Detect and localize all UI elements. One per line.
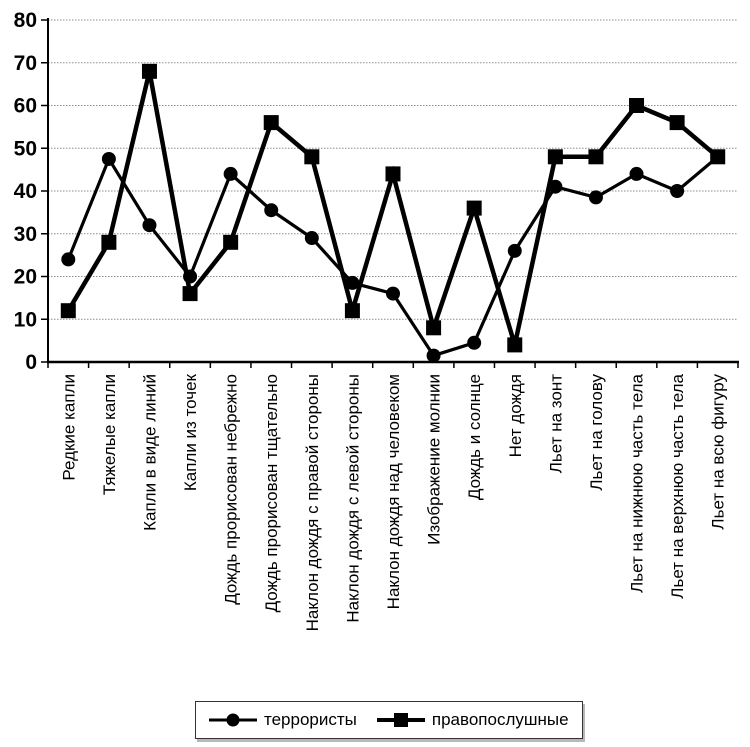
data-point-правопослушные-10	[467, 201, 482, 216]
data-point-террористы-6	[305, 231, 319, 245]
data-point-правопослушные-14	[629, 98, 644, 113]
x-axis-label-16: Льет на всю фигуру	[708, 374, 728, 530]
data-point-правопослушные-5	[264, 115, 279, 130]
x-axis-label-11: Нет дождя	[505, 374, 525, 458]
data-point-правопослушные-16	[710, 149, 725, 164]
data-point-террористы-11	[508, 244, 522, 258]
y-axis-label-10: 10	[13, 308, 37, 332]
y-axis-label-70: 70	[13, 51, 37, 75]
data-point-террористы-1	[102, 152, 116, 166]
data-point-террористы-10	[467, 336, 481, 350]
data-point-террористы-9	[427, 349, 441, 363]
x-axis-label-9: Изображение молнии	[424, 374, 444, 545]
circle-series-marker-icon	[209, 712, 257, 728]
data-point-террористы-4	[224, 167, 238, 181]
x-axis-label-3: Капли из точек	[181, 374, 201, 492]
x-axis-label-1: Тяжелые капли	[99, 374, 119, 496]
y-axis-label-40: 40	[13, 180, 37, 203]
x-axis-label-15: Льет на верхнюю часть тела	[668, 374, 688, 599]
data-point-правопослушные-13	[588, 149, 603, 164]
data-point-террористы-15	[670, 184, 684, 198]
legend-label-law-abiding: правопослушные	[431, 710, 569, 729]
x-axis-label-7: Наклон дождя с левой стороны	[343, 374, 363, 623]
y-axis-label-60: 60	[13, 94, 37, 118]
data-point-террористы-5	[264, 203, 278, 217]
series-line-1-правопослушные	[68, 71, 717, 345]
x-axis-label-0: Редкие капли	[59, 374, 79, 481]
data-point-правопослушные-15	[670, 115, 685, 130]
data-point-правопослушные-4	[223, 235, 238, 250]
data-point-правопослушные-2	[142, 64, 157, 79]
data-point-правопослушные-9	[426, 320, 441, 335]
legend-label-terrorists: террористы	[264, 710, 357, 729]
legend-item-terrorists	[209, 710, 357, 730]
chart-legend	[195, 701, 583, 739]
data-point-террористы-8	[386, 287, 400, 301]
x-axis-label-12: Льет на зонт	[546, 374, 566, 474]
x-axis-label-6: Наклон дождя с правой стороны	[302, 374, 322, 632]
x-axis-label-8: Наклон дождя над человеком	[384, 374, 403, 610]
data-point-правопослушные-3	[183, 286, 198, 301]
data-point-террористы-13	[589, 190, 603, 204]
x-axis-label-2: Капли в виде линий	[140, 374, 160, 531]
x-axis-label-13: Льет на голову	[586, 374, 606, 491]
data-point-правопослушные-12	[548, 149, 563, 164]
data-point-правопослушные-11	[507, 337, 522, 352]
series-line-0-террористы	[68, 157, 717, 356]
x-axis-label-5: Дождь прорисован тщательно	[262, 374, 282, 613]
x-axis-label-14: Льет на нижнюю часть тела	[627, 374, 647, 593]
y-axis-label-50: 50	[13, 137, 37, 161]
y-axis-label-0: 0	[25, 351, 37, 374]
data-point-террористы-14	[630, 167, 644, 181]
data-point-правопослушные-7	[345, 303, 360, 318]
data-point-террористы-2	[142, 218, 156, 232]
data-point-правопослушные-6	[304, 149, 319, 164]
legend-item-law-abiding	[377, 710, 569, 730]
x-axis-label-10: Дождь и солнце	[465, 374, 485, 501]
data-point-правопослушные-0	[61, 303, 76, 318]
y-axis-label-80: 80	[13, 9, 37, 32]
data-point-правопослушные-1	[101, 235, 116, 250]
y-axis-label-20: 20	[13, 265, 37, 289]
x-axis-label-4: Дождь прорисован небрежно	[221, 374, 241, 605]
square-series-marker-icon	[377, 712, 425, 728]
data-point-террористы-0	[61, 252, 75, 266]
y-axis-label-30: 30	[13, 222, 37, 246]
data-point-правопослушные-8	[386, 166, 401, 181]
